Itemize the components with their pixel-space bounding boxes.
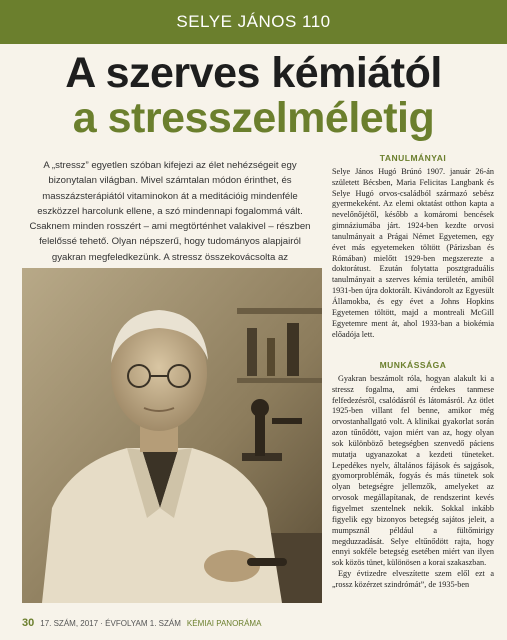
studies-text: Selye János Hugó Brúnó 1907. január 26-án született Bécsben, Maria Felicitas Langbank és Selye Hugó orvos-családból származó sebész gyermekeként. Az elemi oktatást otthon kapta a nevelőnőjétől, később a komáromi bencések gimnáziumába járt. 1924-ben kezdte orvosi tanulmányait a Prágai Német Egyetemen, egy évet más egyetemeken töltött (Párizsban és Rómában) mielőtt 1929-ben megszerezte a doktorátust. Ezután folytatta posztgraduális tanulmányait a szerves kémia területén, amiből 1931-ben újra doktorált. Kivándorolt az Egyesült Államokba, és egy évet a Johns Hopkins Egyetemen töltött, majd a montreali McGill Egyetemre ment át, ahol 1933-ban a biokémia előadója lett. — [332, 166, 494, 339]
title-line-2: a stresszelméletig — [72, 94, 435, 142]
studies-heading: TANULMÁNYAI — [379, 153, 447, 163]
banner-text: SELYE JÁNOS 110 — [176, 12, 331, 31]
magazine-name: KÉMIAI PANORÁMA — [186, 618, 262, 628]
page-footer — [22, 616, 492, 630]
portrait-photo — [22, 268, 322, 603]
issue-info: 17. SZÁM, 2017 · ÉVFOLYAM 1. SZÁM — [40, 618, 181, 628]
work-paragraph-2: Egy évtizedre elveszítette szem elől ezt a „rossz közérzet szindrómát”, de 1935-ben — [332, 569, 494, 589]
page-number: 30 — [22, 617, 35, 629]
section-banner — [0, 0, 507, 44]
work-heading: MUNKÁSSÁGA — [379, 360, 447, 370]
lead-paragraph: A „stressz” egyetlen szóban kifejezi az élet nehézségeit egy bizonytalan világban. Mivel számtalan módon érinthet, és masszázsterápiától vitaminokon át a meditációig mindenféle eszközzel harcolunk ellene, a szó mindennapi fogalommá vált. Csaknem minden rosszért – ami megtörténhet valakivel – részben felelőssé tehető. Olyan népszerű, hogy tudományos alapjairól gyakran megfeledkezünk. A stressz összekovácsolta az — [29, 160, 311, 263]
work-paragraph-1: Gyakran beszámolt róla, hogyan alakult ki a stressz fogalma, ami érdekes tanmese felfedezésről, csalódásról és látomásról. Az ötlet 1925-ben villant fel benne, amikor még orvostanhallgató volt. A klinikai gyakorlat során azon tűnődött, vajon miért van az, hogy olyan sok különböző betegségben szenvedő páciens mutatja ugyanazokat a kezdeti tüneteket. Lepedékes nyelv, általános fájások és sajgások, gyomorproblémák, fogyás és más tünetek sok olyan betegségre jellemzők, amelyeket az orvosok megállapítanak, de rendszerint kevés figyelmet szentelnek nekik. Sokkal inkább figyelik egy bizonyos betegség sajátos jeleit, a mumpsznál például a fültőmirigy megduzzadását. Selye eltűnődött rajta, hogy ennyi sokféle betegség esetében miért van ilyen sok közös tünet, különösen a korai szakaszban. — [332, 373, 494, 568]
work-column — [332, 360, 494, 591]
title-line-1: A szerves kémiától — [65, 49, 442, 97]
studies-column — [332, 153, 494, 340]
